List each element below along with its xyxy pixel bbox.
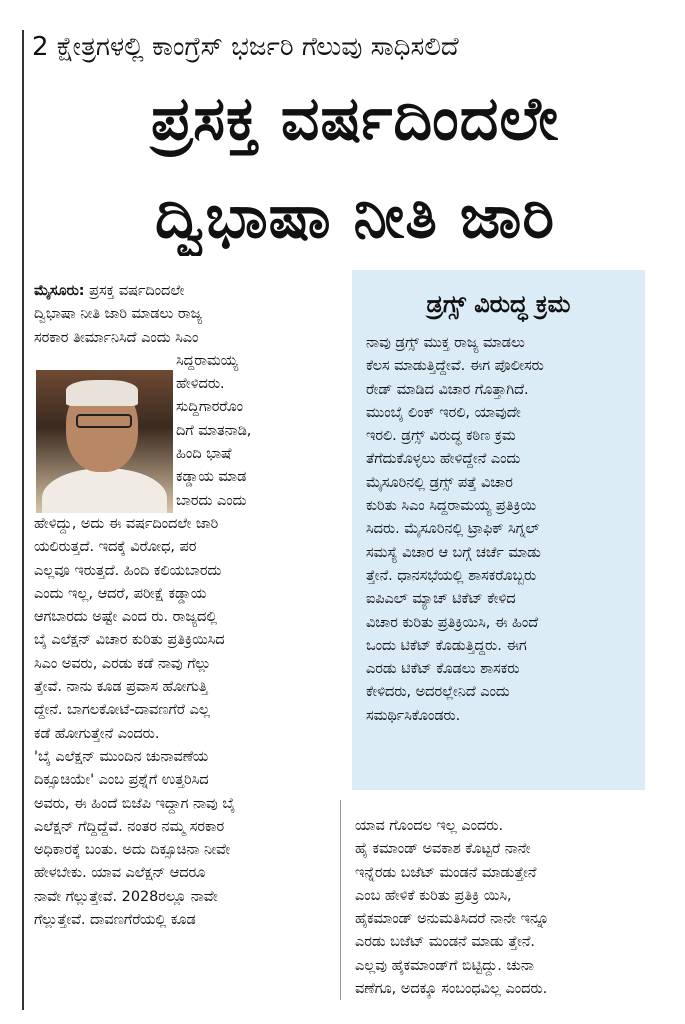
body-line: ಅವರು, ಈ ಹಿಂದೆ ಬಿಜೆಪಿ ಇದ್ದಾಗ ನಾವು ಬೈ <box>34 795 236 812</box>
headline-line-1: ಪ್ರಸಕ್ತ ವರ್ಷದಿಂದಲೇ <box>150 84 559 154</box>
body-line: ದ್ವಿಭಾಷಾ ನೀತಿ ಜಾರಿ ಮಾಡಲು ರಾಜ್ಯ <box>34 306 203 323</box>
body-line: ಕಡೆ ಹೋಗುತ್ತೇನೆ ಎಂದರು. <box>34 725 160 742</box>
body-line: ಹೈಕಮಾಂಡ್ ಅನುಮತಿಸಿದರೆ ನಾನೇ ಇನ್ನೂ <box>355 911 549 928</box>
body-line: ಯಾವ ಗೊಂದಲ ಇಲ್ಲ ಎಂದರು. <box>355 818 504 834</box>
photo-hair <box>66 380 138 406</box>
body-line: ಬೈ ಎಲೆಕ್ಷನ್ ವಿಚಾರ ಕುರಿತು ಪ್ರತಿಕ್ರಿಯಿಸಿದ <box>34 632 225 649</box>
body-line: ಹೈ ಕಮಾಂಡ್ ಅವಕಾಶ ಕೊಟ್ಟರೆ ನಾನೇ <box>355 841 531 858</box>
kicker-headline: 2 ಕ್ಷೇತ್ರಗಳಲ್ಲಿ ಕಾಂಗ್ರೆಸ್ ಭರ್ಜರಿ ಗೆಲುವು ಸಾಧಿಸಲಿದೆ <box>32 32 459 62</box>
body-line: ಕಡ್ಡಾಯ ಮಾಡ <box>176 469 247 486</box>
sidebar-line: ಸಮರ್ಥಿಸಿಕೊಂಡರು. <box>366 707 461 724</box>
sidebar-line: ಕೆಲಸ ಮಾಡುತ್ತಿದ್ದೇವೆ. ಈಗ ಪೊಲೀಸರು <box>366 358 544 375</box>
photo-shoulders <box>42 468 167 513</box>
sidebar-line: ಕೇಳಿದರು, ಅದರಲ್ಲೇನಿದೆ ಎಂದು <box>366 684 510 701</box>
sidebar-line: ವಿಚಾರ ಕುರಿತು ಪ್ರತಿಕ್ರಿಯಿಸಿ, ಈ ಹಿಂದೆ <box>366 614 539 631</box>
sidebar-title: ಡ್ರಗ್ಸ್ ವಿರುದ್ಧ ಕ್ರಮ <box>426 290 571 318</box>
column-divider <box>340 800 341 1000</box>
sidebar-line: ಒಂದು ಟಿಕೆಟ್ ಕೊಡುತ್ತಿದ್ದರು. ಈಗ <box>366 637 527 654</box>
sidebar-line: ಐಪಿಎಲ್ ಮ್ಯಾಚ್ ಟಿಕೆಟ್ ಕೇಳಿದ <box>366 591 516 608</box>
article-first-line <box>34 280 334 303</box>
sidebar-box <box>352 270 645 790</box>
body-line: ನಾವೇ ಗೆಲ್ಲುತ್ತೇವೆ. 2028ರಲ್ಲೂ ನಾವೇ <box>34 888 218 905</box>
sidebar-line: ನಾವು ಡ್ರಗ್ಸ್ ಮುಕ್ತ ರಾಜ್ಯ ಮಾಡಲು <box>366 335 525 351</box>
body-line: ಎಂದು ಇಲ್ಲ, ಆದರೆ, ಪರೀಕ್ಷೆ ಕಡ್ಡಾಯ <box>34 585 207 602</box>
body-line: ಆಗಬಾರದು ಅಷ್ಟೇ ಎಂದ ರು. ರಾಜ್ಯದಲ್ಲಿ <box>34 609 218 626</box>
sidebar-line: ರೇಡ್ ಮಾಡಿದ ವಿಚಾರ ಗೊತ್ತಾಗಿದೆ. <box>366 381 529 398</box>
headline-line-2: ದ್ವಿಭಾಷಾ ನೀತಿ ಜಾರಿ <box>154 182 556 252</box>
portrait-photo <box>36 370 173 513</box>
body-line: ದ್ದೇನೆ. ಬಾಗಲಕೋಟೆ-ದಾವಣಗೆರೆ ಎಲ್ಲ <box>34 702 210 719</box>
body-line: ಎಲ್ಲವು ಹೈಕಮಾಂಡ್‌ಗೆ ಬಿಟ್ಟಿದ್ದು. ಚುನಾ <box>355 957 534 974</box>
body-line: ಯಲಿರುತ್ತದೆ. ಇದಕ್ಕೆ ವಿರೋಧ, ಪರ <box>34 539 197 556</box>
body-line: ಇನ್ನೆರಡು ಬಜೆಟ್ ಮಂಡನೆ ಮಾಡುತ್ತೇನೆ <box>355 864 537 881</box>
dateline: ಮೈಸೂರು: <box>34 283 85 299</box>
body-line: ತ್ತೇವೆ. ನಾನು ಕೂಡ ಪ್ರವಾಸ ಹೋಗುತ್ತಿ <box>34 679 208 696</box>
photo-glasses <box>76 414 132 428</box>
sidebar-line: ಇರಲಿ. ಡ್ರಗ್ಸ್ ವಿರುದ್ಧ ಕಠಿಣ ಕ್ರಮ <box>366 428 516 445</box>
sidebar-line: ತ್ತೇನೆ. ಧಾನಸಭೆಯಲ್ಲಿ ಶಾಸಕರೊಬ್ಬರು <box>366 567 537 584</box>
body-line: ಎಲ್ಲವೂ ಇರುತ್ತದೆ. ಹಿಂದಿ ಕಲಿಯಬಾರದು <box>34 562 222 579</box>
body-line: 'ಬೈ ಎಲೆಕ್ಷನ್ ಮುಂದಿನ ಚುನಾವಣೆಯ <box>34 748 209 765</box>
body-line: ಬಾರದು ಎಂದು <box>176 492 247 509</box>
body-line: ಸರಕಾರ ತೀರ್ಮಾನಿಸಿದೆ ಎಂದು ಸಿಎಂ <box>34 329 199 346</box>
body-line: ಎರಡು ಬಜೆಟ್ ಮಂಡನೆ ಮಾಡು ತ್ತೇನೆ. <box>355 934 536 951</box>
body-line: ಹೇಳಬೇಕು. ಯಾವ ಎಲೆಕ್ಷನ್ ಆದರೂ <box>34 865 206 882</box>
body-line: ಎಲೆಕ್ಷನ್ ಗೆದ್ದಿದ್ದೆವೆ. ನಂತರ ನಮ್ಮ ಸರಕಾರ <box>34 818 225 835</box>
sidebar-line: ತೆಗೆದುಕೊಳ್ಳಲು ಹೇಳಿದ್ದೇನೆ ಎಂದು <box>366 451 521 468</box>
body-line: ಸಿದ್ದರಾಮಯ್ಯ <box>176 352 239 369</box>
body-line: ದಿಕ್ಸೂಚಿಯೇ' ಎಂಬ ಪ್ರಶ್ನೆಗೆ ಉತ್ತರಿಸಿದ <box>34 772 209 789</box>
sidebar-line: ಮೈಸೂರಿನಲ್ಲಿ ಡ್ರಗ್ಸ್ ಪತ್ತೆ ವಿಚಾರ <box>366 474 513 491</box>
sidebar-line: ಎರಡು ಟಿಕೆಟ್ ಕೊಡಲು ಶಾಸಕರು <box>366 661 520 678</box>
sidebar-body <box>352 324 645 728</box>
body-line: ವಣೆಗೂ, ಅದಕ್ಕೂ ಸಂಬಂಧವಿಲ್ಲ ಎಂದರು. <box>355 981 548 998</box>
body-line: ಎಂಬ ಹೇಳಿಕೆ ಕುರಿತು ಪ್ರತಿಕ್ರಿ ಯಿಸಿ, <box>355 887 512 904</box>
article-right-continuation <box>355 815 650 1001</box>
sidebar-line: ಸಮಸ್ಯೆ ವಿಚಾರ ಆ ಬಗ್ಗೆ ಚರ್ಚೆ ಮಾಡು <box>366 544 541 561</box>
sidebar-line: ಮುಂಬೈ ಲಿಂಕ್ ಇರಲಿ, ಯಾವುದೇ <box>366 404 521 421</box>
body-line: ಹಿಂದಿ ಭಾಷೆ <box>176 446 232 463</box>
body-line: ಅಧಿಕಾರಕ್ಕೆ ಬಂತು. ಅದು ದಿಕ್ಸೂಚಿನಾ ನೀವೇ <box>34 842 231 859</box>
body-line: ದಿಗೆ ಮಾತನಾಡಿ, <box>176 422 252 439</box>
body-line: ಸುದ್ದಿಗಾರರೊಂ <box>176 399 244 416</box>
body-line: ಹೇಳಿದರು. <box>176 376 225 393</box>
left-border-rule <box>22 30 24 1010</box>
sidebar-line: ಕುರಿತು ಸಿಎಂ ಸಿದ್ದರಾಮಯ್ಯ ಪ್ರತಿಕ್ರಿಯಿ <box>366 498 537 515</box>
body-line: ಹೇಳಿದ್ದು, ಅದು ಈ ವರ್ಷದಿಂದಲೇ ಜಾರಿ <box>34 515 219 532</box>
first-line-text: ಪ್ರಸಕ್ತ ವರ್ಷದಿಂದಲೇ <box>89 283 185 299</box>
sidebar-line: ಸಿದರು. ಮೈಸೂರಿನಲ್ಲಿ ಟ್ರಾಫಿಕ್ ಸಿಗ್ನಲ್ <box>366 521 540 538</box>
body-line: ಸಿಎಂ ಅವರು, ಎರಡು ಕಡೆ ನಾವು ಗೆಲ್ಲು <box>34 655 211 672</box>
body-line: ಗೆಲ್ಲುತ್ತೇವೆ. ದಾವಣಗೆರೆಯಲ್ಲಿ ಕೂಡ <box>34 912 196 929</box>
